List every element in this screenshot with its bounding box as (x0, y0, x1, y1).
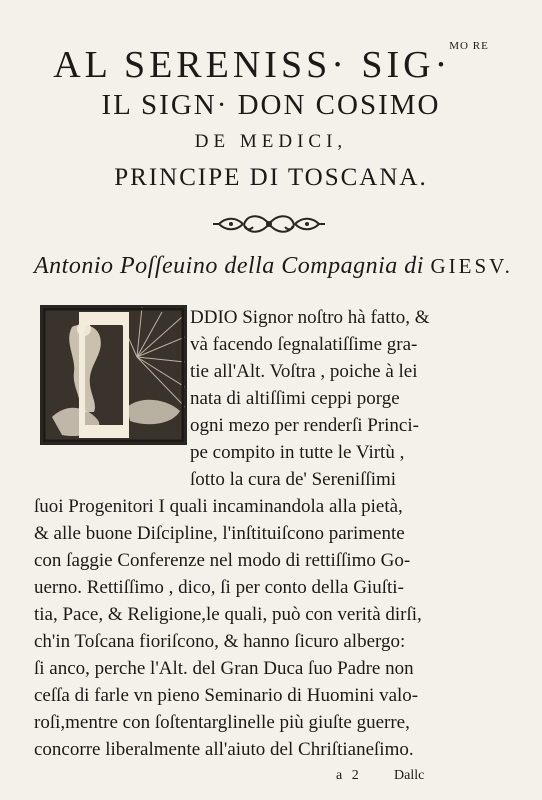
text-line: concorre liberalmente all'aiuto del Chriſtianeſimo. (34, 739, 414, 760)
text-line: ſi anco, perche l'Alt. del Gran Duca ſuo Padre non (34, 658, 414, 679)
text-line: ſuoi Progenitori I quali incaminandola alla pietà, (34, 496, 403, 517)
heading-line-3: DE MEDICI, (194, 131, 348, 152)
text-line: uerno. Rettiſſimo , dico, ſi per conto della Giuſti- (34, 577, 404, 598)
text-line: và facendo ſegnalatiſſime gra- (190, 334, 418, 355)
text-line: nata di altiſſimi ceppi porge (190, 388, 400, 409)
text-line: ſotto la cura de' Sereniſſimi (190, 469, 397, 490)
heading-line-4: PRINCIPE DI TOSCANA. (114, 164, 428, 191)
text-line: & alle buone Diſcipline, l'inſtituiſcono parimente (34, 523, 405, 544)
text-line: roſi,mentre con ſoſtentarglinelle più giuſte guerre, (34, 712, 410, 733)
text-line: pe compito in tutte le Virtù , (190, 442, 405, 463)
dedication-author: Antonio Poſſeuino della Compagnia di (34, 253, 424, 279)
text-line: tia, Pace, & Religione,le quali, può con verità dirſi, (34, 604, 422, 625)
text-line: ceſſa di farle vn pieno Seminario di Huomini valo- (34, 685, 419, 706)
heading-line-2: IL SIGN· DON COSIMO (101, 89, 441, 121)
dedication-giesu: GIESV. (430, 254, 513, 278)
text-line: ogni mezo per renderſi Princi- (190, 415, 419, 436)
text-line: con ſaggie Conferenze nel modo di rettiſſimo Go- (34, 550, 411, 571)
text-line: tie all'Alt. Voſtra , poiche à lei (190, 361, 418, 382)
text-line: ch'in Toſcana fioriſcono, & hanno ſicuro albergo: (34, 631, 406, 652)
heading-superscript: MO RE (449, 40, 489, 52)
heading-line-1-text: AL SERENISS· SIG· (53, 44, 452, 86)
text-line: DDIO Signor noſtro hà fatto, & (190, 307, 430, 328)
signature-mark: a 2 (336, 768, 362, 783)
catchword: Dallc (394, 768, 425, 783)
